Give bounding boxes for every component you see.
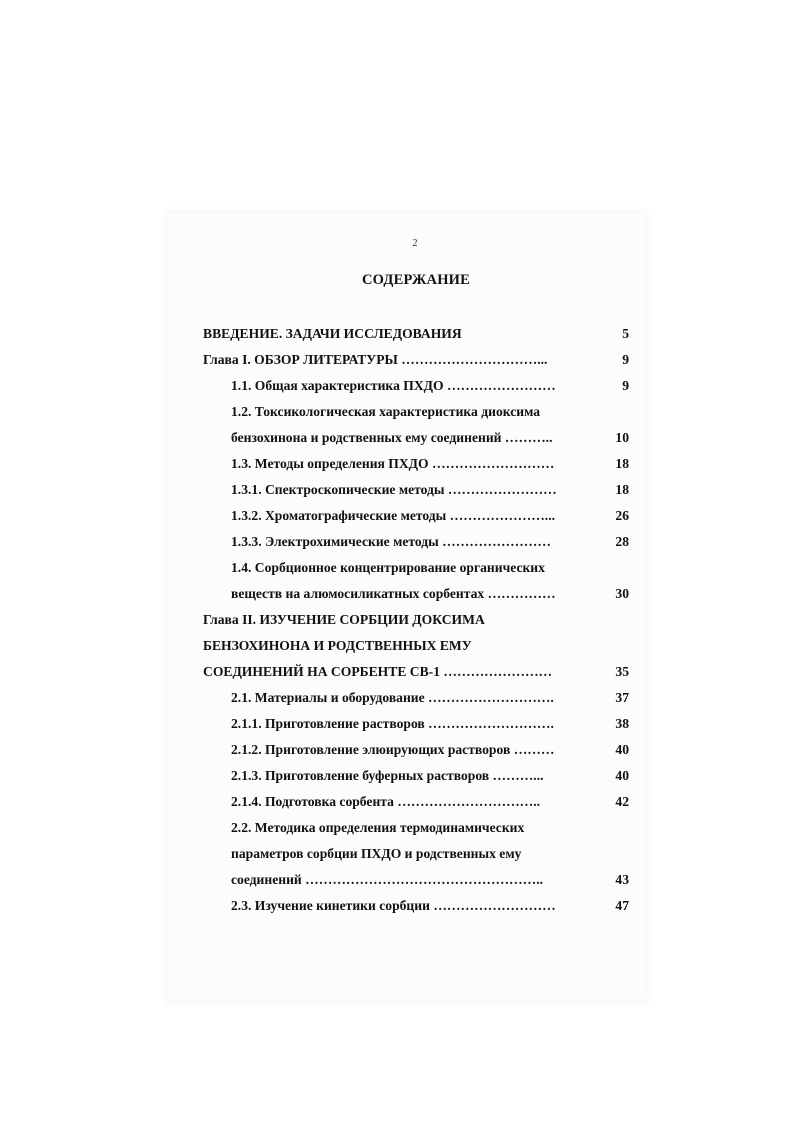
- toc-entry: [203, 867, 629, 893]
- toc-entry: [203, 581, 629, 607]
- toc-entry: [203, 841, 629, 867]
- toc-entry-text: 2.3. Изучение кинетики сорбции ………………………: [231, 898, 556, 913]
- toc-entry: [203, 477, 629, 503]
- toc-entry-page-number: 18: [615, 482, 629, 497]
- toc-entry-text: Глава I. ОБЗОР ЛИТЕРАТУРЫ …………………………...: [203, 352, 548, 367]
- toc-entry-text: 1.3. Методы определения ПХДО ………………………: [231, 456, 555, 471]
- toc-entry-text: бензохинона и родственных ему соединений ………..: [231, 430, 553, 445]
- toc-entry: [203, 607, 629, 633]
- toc-entry-text: 1.2. Токсикологическая характеристика диоксима: [231, 404, 541, 419]
- toc-entry-page-number: 40: [615, 768, 629, 783]
- toc-entry-page-number: 5: [622, 326, 629, 341]
- toc-entry: [203, 347, 629, 373]
- toc-entry-page-number: 9: [622, 378, 629, 393]
- toc-entry-text: параметров сорбции ПХДО и родственных ему: [231, 846, 522, 861]
- toc-entry-text: 2.1.3. Приготовление буферных растворов ………...: [231, 768, 544, 783]
- toc-entry: [203, 737, 629, 763]
- toc-entry-page-number: 18: [615, 456, 629, 471]
- toc-entry: [203, 659, 629, 685]
- toc-entry-text: соединений ……………………………………………..: [231, 872, 544, 887]
- toc-entry: [203, 711, 629, 737]
- toc-entry-page-number: 10: [615, 430, 629, 445]
- toc-entry-text: 2.1.2. Приготовление элюирующих растворов ………: [231, 742, 555, 757]
- toc-entry: [203, 373, 629, 399]
- toc-entry-page-number: 30: [615, 586, 629, 601]
- toc-entry: [203, 789, 629, 815]
- toc-entry-text: 1.1. Общая характеристика ПХДО ……………………: [231, 378, 556, 393]
- toc-entry-page-number: 47: [615, 898, 629, 913]
- toc-entry: [203, 815, 629, 841]
- toc-entry: [203, 399, 629, 425]
- toc-entry-text: 2.1.1. Приготовление растворов ……………………….: [231, 716, 554, 731]
- toc-entry-text: 2.1.4. Подготовка сорбента …………………………..: [231, 794, 541, 809]
- toc-entry: [203, 529, 629, 555]
- table-of-contents: [203, 321, 629, 919]
- toc-entry-text: 1.3.2. Хроматографические методы …………………...: [231, 508, 556, 523]
- toc-entry-text: ВВЕДЕНИЕ. ЗАДАЧИ ИССЛЕДОВАНИЯ: [203, 326, 462, 341]
- toc-entry: [203, 685, 629, 711]
- toc-entry: [203, 321, 629, 347]
- toc-entry: [203, 425, 629, 451]
- toc-entry-text: Глава II. ИЗУЧЕНИЕ СОРБЦИИ ДОКСИМА: [203, 612, 485, 627]
- toc-entry-text: веществ на алюмосиликатных сорбентах ……………: [231, 586, 556, 601]
- toc-entry-text: 2.2. Методика определения термодинамических: [231, 820, 525, 835]
- toc-entry: [203, 555, 629, 581]
- toc-entry-text: 1.4. Сорбционное концентрирование органических: [231, 560, 545, 575]
- page-number: 2: [412, 238, 418, 249]
- page-title: СОДЕРЖАНИЕ: [361, 272, 471, 288]
- toc-entry: [203, 451, 629, 477]
- toc-entry-text: 1.3.3. Электрохимические методы ……………………: [231, 534, 551, 549]
- toc-entry: [203, 763, 629, 789]
- toc-entry-page-number: 40: [615, 742, 629, 757]
- toc-entry: [203, 893, 629, 919]
- toc-entry-page-number: 28: [615, 534, 629, 549]
- toc-entry: [203, 633, 629, 659]
- toc-entry-text: СОЕДИНЕНИЙ НА СОРБЕНТЕ СВ-1 ……………………: [203, 664, 553, 679]
- toc-entry-page-number: 26: [615, 508, 629, 523]
- toc-entry-text: 1.3.1. Спектроскопические методы ……………………: [231, 482, 557, 497]
- toc-entry: [203, 503, 629, 529]
- toc-entry-page-number: 42: [615, 794, 629, 809]
- toc-entry-page-number: 38: [615, 716, 629, 731]
- toc-entry-page-number: 43: [615, 872, 629, 887]
- toc-entry-text: 2.1. Материалы и оборудование ……………………….: [231, 690, 554, 705]
- toc-entry-text: БЕНЗОХИНОНА И РОДСТВЕННЫХ ЕМУ: [203, 638, 472, 653]
- toc-entry-page-number: 9: [622, 352, 629, 367]
- toc-entry-page-number: 35: [615, 664, 629, 679]
- toc-entry-page-number: 37: [615, 690, 629, 705]
